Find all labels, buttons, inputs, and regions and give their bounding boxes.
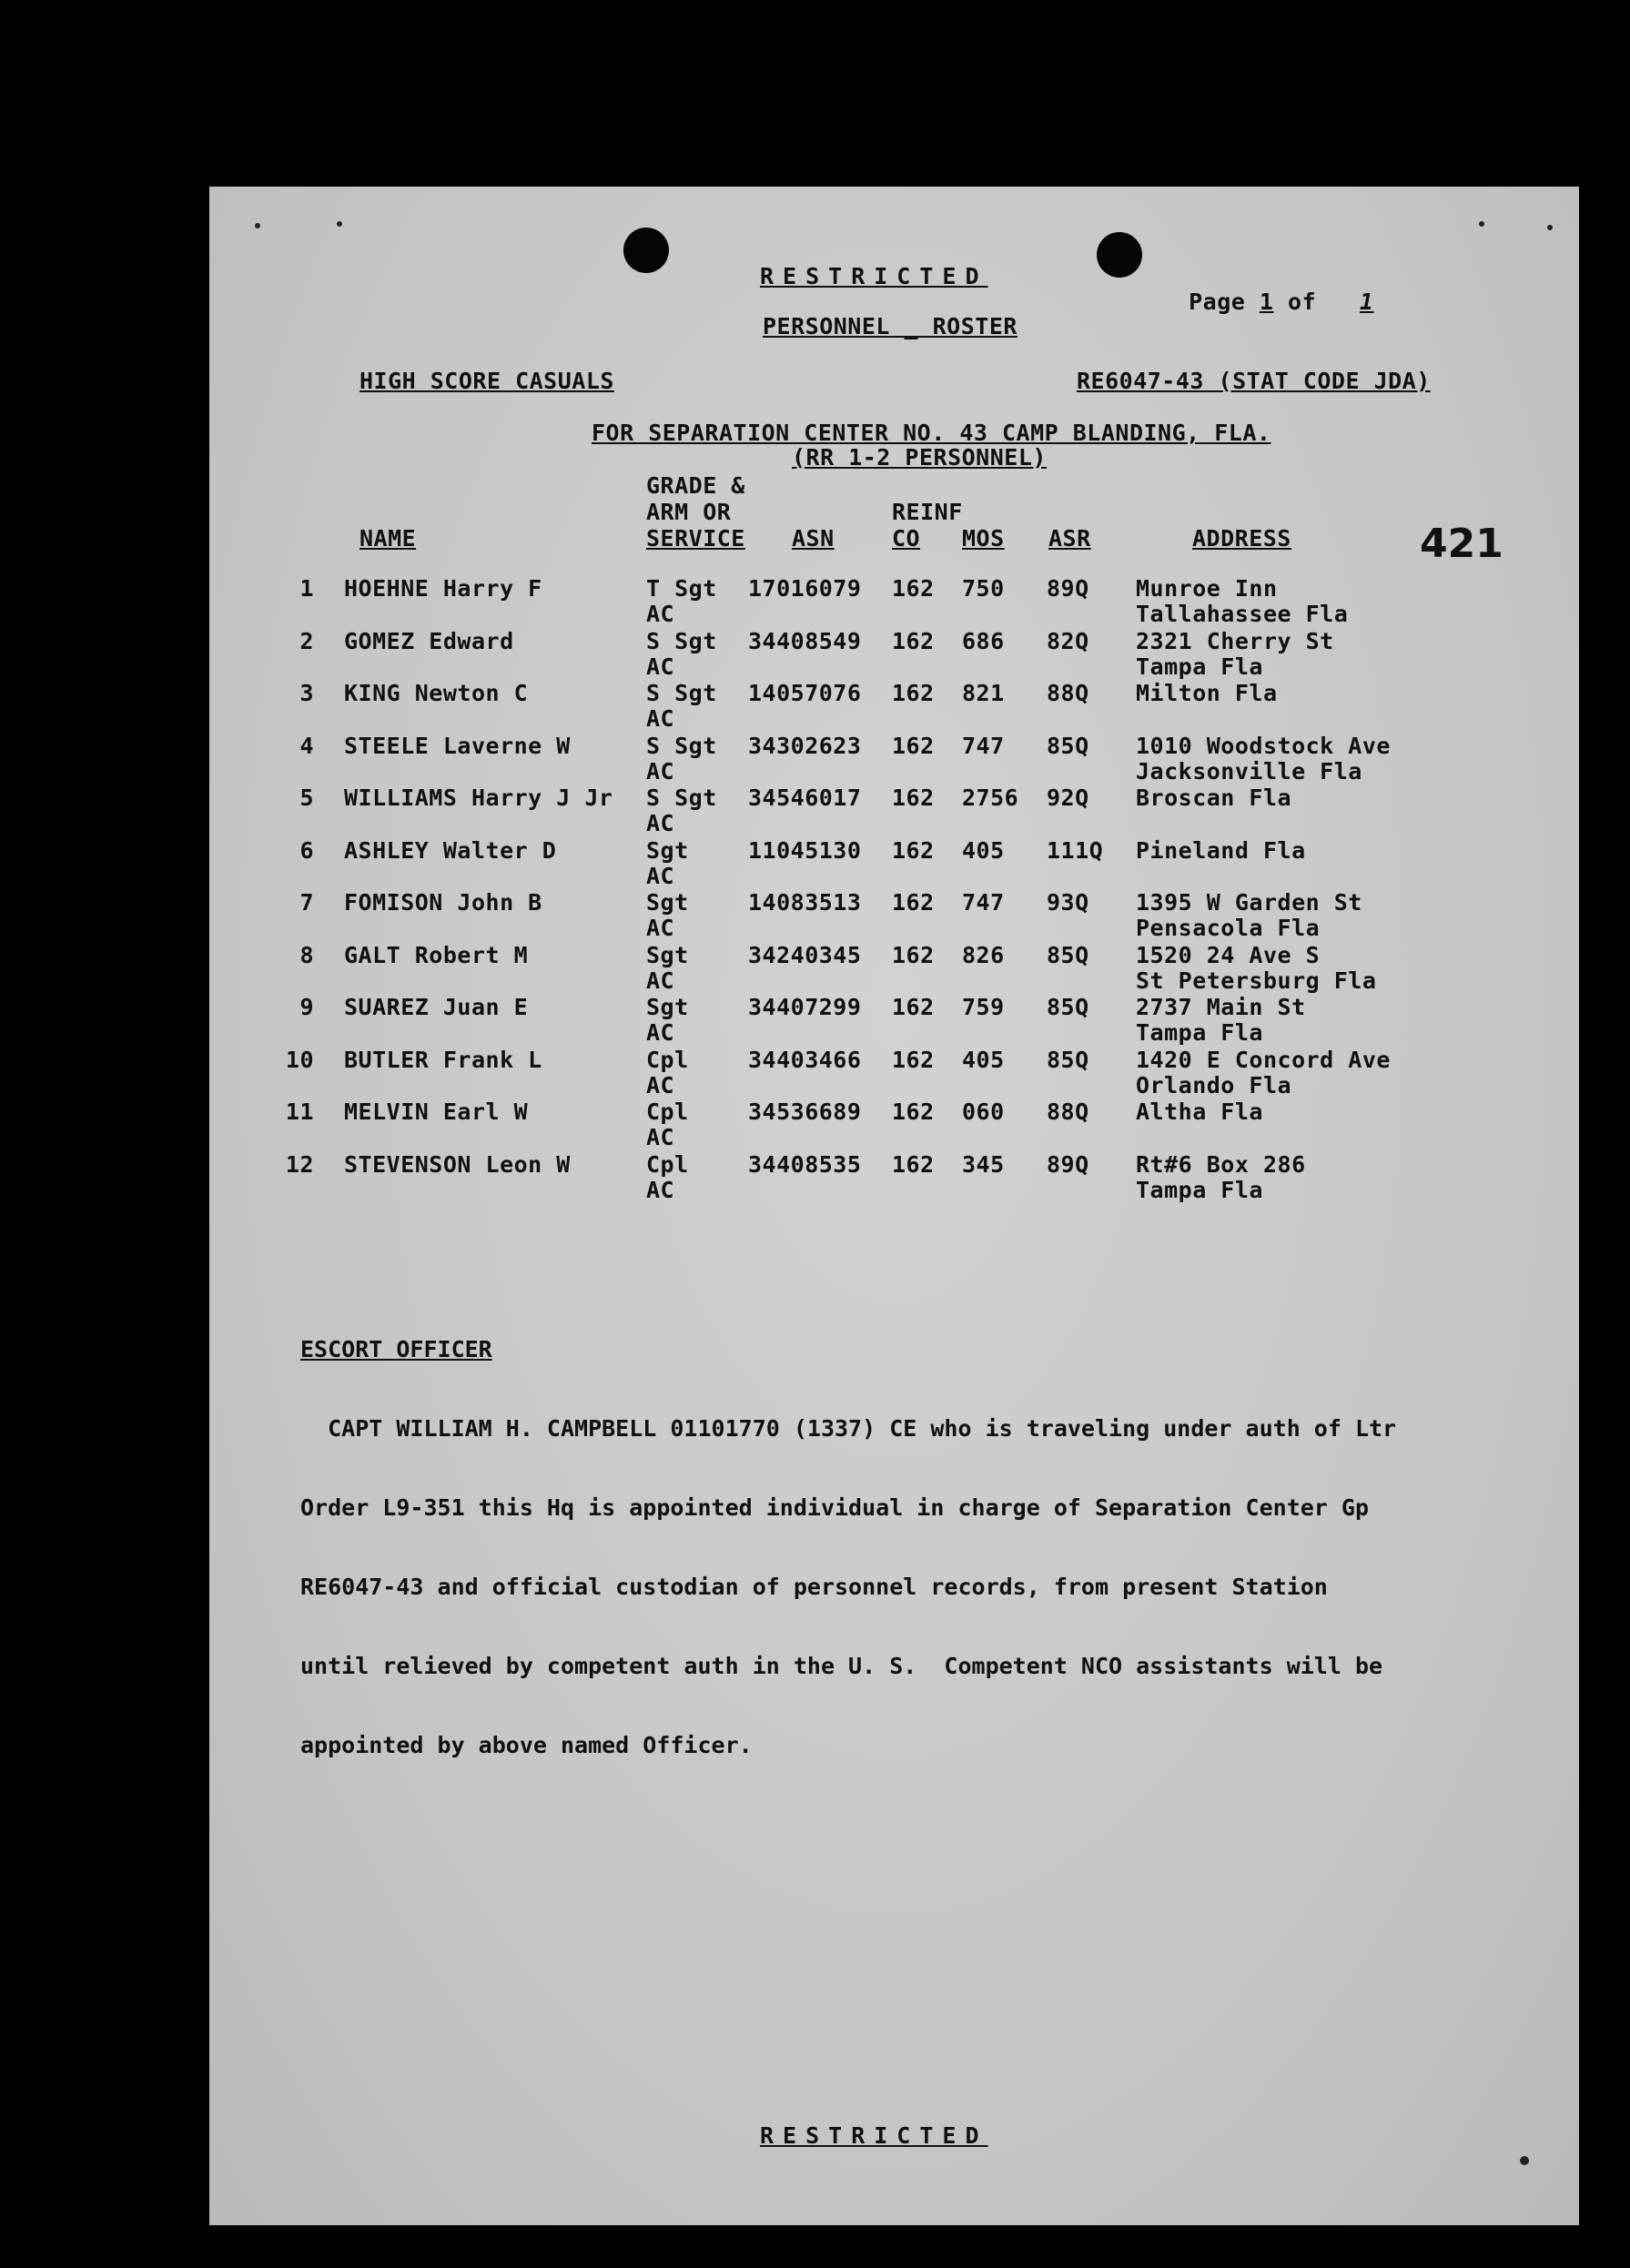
column-header-name: NAME <box>359 525 417 552</box>
row-arm: AC <box>646 757 675 785</box>
row-name: MELVIN Earl W <box>344 1099 529 1125</box>
column-header-grade-line1: GRADE & <box>646 472 745 499</box>
row-name: GALT Robert M <box>344 941 529 968</box>
row-asn: 17016079 <box>748 575 862 602</box>
row-mos: 405 <box>962 836 1005 864</box>
escort-text-line: until relieved by competent auth in the U. S. Competent NCO assistants will be <box>300 1653 1383 1679</box>
row-asn: 11045130 <box>748 836 862 864</box>
row-arm: AC <box>646 653 675 680</box>
row-co: 162 <box>892 1046 935 1073</box>
row-co: 162 <box>892 994 935 1020</box>
row-asr: 92Q <box>1047 785 1089 811</box>
row-mos: 759 <box>962 994 1005 1020</box>
row-asn: 34536689 <box>748 1099 862 1125</box>
column-header-mos: MOS <box>962 525 1005 552</box>
row-address-line1: Munroe Inn <box>1136 575 1278 602</box>
row-grade: Sgt <box>646 994 689 1020</box>
punch-hole-left <box>623 228 669 273</box>
row-name: FOMISON John B <box>344 889 542 916</box>
row-mos: 345 <box>962 1150 1005 1178</box>
row-co: 162 <box>892 785 935 811</box>
row-asn: 14057076 <box>748 680 862 706</box>
row-number: 7 <box>299 889 314 916</box>
column-header-asr: ASR <box>1048 525 1091 552</box>
row-asr: 111Q <box>1047 836 1104 864</box>
column-header-address: ADDRESS <box>1192 525 1291 552</box>
row-address-line1: 1520 24 Ave S <box>1136 941 1321 968</box>
row-arm: AC <box>646 705 675 732</box>
row-asn: 34408535 <box>748 1150 862 1178</box>
escort-officer-section <box>300 1283 1483 1785</box>
document-page <box>209 187 1579 2225</box>
row-grade: Cpl <box>646 1099 689 1125</box>
row-co: 162 <box>892 575 935 602</box>
row-mos: 405 <box>962 1046 1005 1073</box>
row-number: 10 <box>285 1046 314 1073</box>
row-asr: 82Q <box>1047 627 1089 654</box>
row-arm: AC <box>646 915 675 941</box>
stamped-page-number: 421 <box>1420 521 1503 567</box>
row-address-line1: Altha Fla <box>1136 1099 1263 1125</box>
row-asr: 93Q <box>1047 889 1089 916</box>
row-arm: AC <box>646 1019 675 1046</box>
row-grade: S Sgt <box>646 785 717 811</box>
row-asn: 14083513 <box>748 889 862 916</box>
row-grade: Sgt <box>646 941 689 968</box>
row-asr: 89Q <box>1047 575 1089 602</box>
row-address-line1: 1420 E Concord Ave <box>1136 1046 1391 1073</box>
column-header-asn: ASN <box>792 525 835 552</box>
escort-text-line: CAPT WILLIAM H. CAMPBELL 01101770 (1337) CE who is traveling under auth of Ltr <box>300 1415 1397 1442</box>
row-number: 11 <box>285 1099 314 1125</box>
row-mos: 2756 <box>962 785 1019 811</box>
row-arm: AC <box>646 601 675 627</box>
row-asr: 85Q <box>1047 732 1089 759</box>
row-asr: 85Q <box>1047 941 1089 968</box>
paper-speck <box>255 223 260 228</box>
punch-hole-right <box>1097 232 1142 278</box>
row-grade: Sgt <box>646 836 689 864</box>
row-asr: 89Q <box>1047 1150 1089 1178</box>
row-arm: AC <box>646 967 675 994</box>
row-mos: 060 <box>962 1099 1005 1125</box>
shipment-code: RE6047-43 (STAT CODE JDA) <box>1077 368 1431 394</box>
escort-text-line: RE6047-43 and official custodian of personnel records, from present Station <box>300 1574 1328 1600</box>
row-co: 162 <box>892 1099 935 1125</box>
row-co: 162 <box>892 836 935 864</box>
row-address-line1: 1395 W Garden St <box>1136 889 1362 916</box>
column-header-grade-line2: ARM OR <box>646 499 732 525</box>
row-mos: 821 <box>962 680 1005 706</box>
row-address-line1: Broscan Fla <box>1136 785 1292 811</box>
row-grade: Cpl <box>646 1150 689 1178</box>
restricted-footer: RESTRICTED <box>760 2122 988 2149</box>
row-co: 162 <box>892 889 935 916</box>
row-co: 162 <box>892 941 935 968</box>
row-address-line1: 1010 Woodstock Ave <box>1136 732 1391 759</box>
row-asn: 34403466 <box>748 1046 862 1073</box>
row-co: 162 <box>892 732 935 759</box>
destination-line: FOR SEPARATION CENTER NO. 43 CAMP BLANDING, FLA. <box>592 420 1271 446</box>
row-address-line2: Pensacola Fla <box>1136 915 1321 941</box>
row-name: STEELE Laverne W <box>344 732 571 759</box>
row-mos: 750 <box>962 575 1005 602</box>
page-indicator <box>1160 264 1403 315</box>
row-number: 8 <box>299 941 314 968</box>
column-header-reinf: REINF <box>892 499 963 525</box>
row-address-line2: St Petersburg Fla <box>1136 967 1377 994</box>
row-name: WILLIAMS Harry J Jr <box>344 785 613 811</box>
row-asr: 88Q <box>1047 1099 1089 1125</box>
row-number: 9 <box>299 994 314 1020</box>
row-number: 6 <box>299 836 314 864</box>
row-number: 3 <box>299 680 314 706</box>
row-grade: S Sgt <box>646 680 717 706</box>
row-grade: Sgt <box>646 889 689 916</box>
page-number: 1 <box>1259 289 1274 315</box>
row-mos: 747 <box>962 889 1005 916</box>
row-asr: 85Q <box>1047 994 1089 1020</box>
row-number: 4 <box>299 732 314 759</box>
row-asn: 34408549 <box>748 627 862 654</box>
row-asn: 34407299 <box>748 994 862 1020</box>
unit-name: HIGH SCORE CASUALS <box>359 368 614 394</box>
row-number: 2 <box>299 627 314 654</box>
row-number: 1 <box>299 575 314 602</box>
row-name: GOMEZ Edward <box>344 627 514 654</box>
row-address-line2: Tallahassee Fla <box>1136 601 1349 627</box>
paper-speck <box>1479 221 1484 227</box>
page-label: Page <box>1189 289 1246 315</box>
row-arm: AC <box>646 1176 675 1203</box>
row-arm: AC <box>646 1071 675 1099</box>
page-of-label: of <box>1288 289 1317 315</box>
row-co: 162 <box>892 680 935 706</box>
paper-speck <box>337 221 342 227</box>
row-name: SUAREZ Juan E <box>344 994 529 1020</box>
row-number: 5 <box>299 785 314 811</box>
paper-speck <box>1520 2156 1529 2165</box>
row-address-line2: Jacksonville Fla <box>1136 757 1362 785</box>
page-total: 1 <box>1359 289 1374 315</box>
row-mos: 747 <box>962 732 1005 759</box>
row-address-line1: Rt#6 Box 286 <box>1136 1150 1306 1178</box>
column-header-service: SERVICE <box>646 525 745 552</box>
row-address-line1: 2321 Cherry St <box>1136 627 1334 654</box>
row-grade: S Sgt <box>646 732 717 759</box>
row-asr: 85Q <box>1047 1046 1089 1073</box>
escort-text-line: appointed by above named Officer. <box>300 1732 753 1758</box>
row-address-line2: Tampa Fla <box>1136 653 1263 680</box>
restricted-header: RESTRICTED <box>760 263 988 289</box>
row-name: STEVENSON Leon W <box>344 1150 571 1178</box>
escort-text-line: Order L9-351 this Hq is appointed individual in charge of Separation Center Gp <box>300 1494 1369 1521</box>
escort-heading: ESCORT OFFICER <box>300 1336 492 1362</box>
row-address-line2: Tampa Fla <box>1136 1019 1263 1046</box>
row-name: BUTLER Frank L <box>344 1046 542 1073</box>
row-name: HOEHNE Harry F <box>344 575 542 602</box>
column-header-co: CO <box>892 525 921 552</box>
row-address-line1: Pineland Fla <box>1136 836 1306 864</box>
row-address-line1: 2737 Main St <box>1136 994 1306 1020</box>
personnel-subtitle: (RR 1-2 PERSONNEL) <box>792 444 1047 471</box>
roster-title: PERSONNEL _ ROSTER <box>763 313 1017 339</box>
row-mos: 826 <box>962 941 1005 968</box>
row-grade: Cpl <box>646 1046 689 1073</box>
row-asn: 34240345 <box>748 941 862 968</box>
row-name: KING Newton C <box>344 680 529 706</box>
row-co: 162 <box>892 1150 935 1178</box>
row-grade: S Sgt <box>646 627 717 654</box>
row-co: 162 <box>892 627 935 654</box>
row-arm: AC <box>646 862 675 889</box>
row-asn: 34302623 <box>748 732 862 759</box>
row-address-line2: Orlando Fla <box>1136 1071 1292 1099</box>
row-address-line2: Tampa Fla <box>1136 1176 1263 1203</box>
row-asr: 88Q <box>1047 680 1089 706</box>
row-asn: 34546017 <box>748 785 862 811</box>
row-arm: AC <box>646 1124 675 1150</box>
paper-speck <box>1547 225 1553 230</box>
row-mos: 686 <box>962 627 1005 654</box>
row-name: ASHLEY Walter D <box>344 836 557 864</box>
row-arm: AC <box>646 810 675 836</box>
row-grade: T Sgt <box>646 575 717 602</box>
row-address-line1: Milton Fla <box>1136 680 1278 706</box>
row-number: 12 <box>285 1150 314 1178</box>
